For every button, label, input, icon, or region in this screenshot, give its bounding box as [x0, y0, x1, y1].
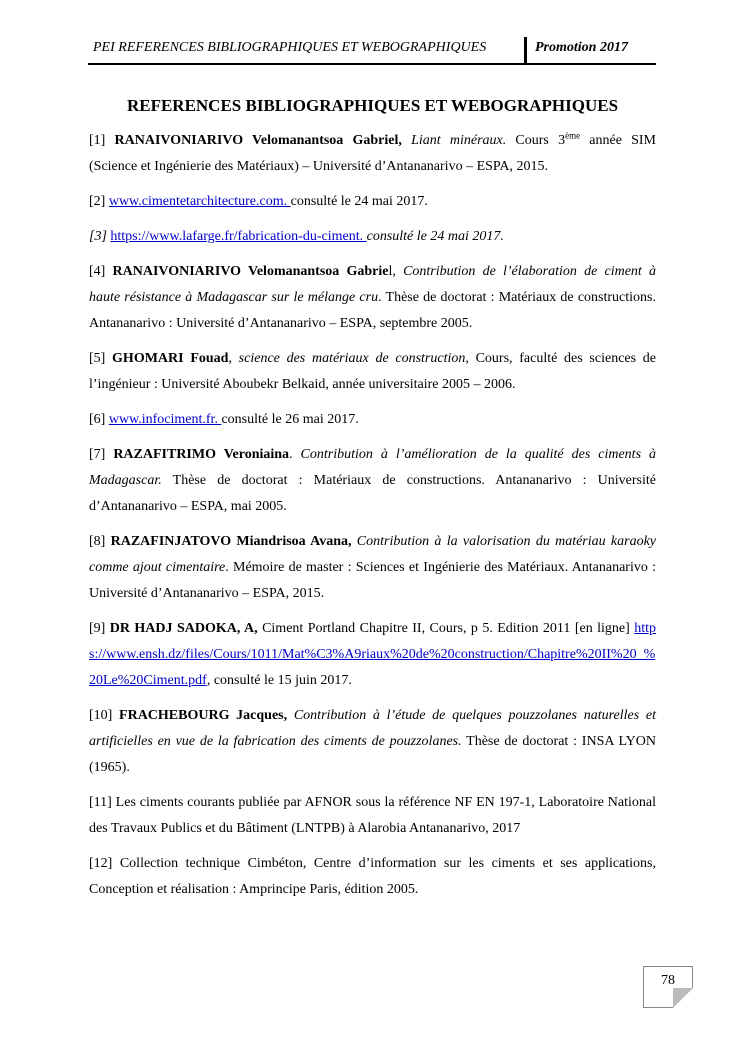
reference-author: FRACHEBOURG Jacques, [119, 708, 288, 723]
reference-7: [7] RAZAFITRIMO Veroniaina. Contribution à l’amélioration de la qualité des ciments à Madagascar. Thèse de doctorat : Matériaux de constructions. Antananarivo : Université d’Antananarivo – ESPA, mai 2005. [89, 447, 656, 514]
page-curl-icon [673, 988, 693, 1008]
reference-text: Les ciments courants publiée par AFNOR sous la référence NF EN 197-1, Laboratoire National des Travaux Publics et du Bâtiment (LNTPB) à Alarobia Antananarivo, 2017 [89, 795, 657, 836]
reference-work: Liant minéraux. [411, 133, 507, 148]
reference-link[interactable]: www.cimentetarchitecture.com. [108, 194, 291, 209]
page-title: REFERENCES BIBLIOGRAPHIQUES ET WEBOGRAPHIQUES [126, 96, 619, 115]
reference-2: [2] www.cimentetarchitecture.com. consulté le 24 mai 2017. [89, 194, 428, 209]
page-header [88, 37, 656, 65]
reference-author: GHOMARI Fouad [112, 351, 229, 366]
header-title: PEI REFERENCES BIBLIOGRAPHIQUES ET WEBOGRAPHIQUES [93, 40, 487, 55]
reference-author: RAZAFINJATOVO Miandrisoa Avana, [110, 534, 352, 549]
reference-11: [11] Les ciments courants publiée par AFNOR sous la référence NF EN 197-1, Laboratoire National des Travaux Publics et du Bâtiment (LNTPB) à Alarobia Antananarivo, 2017 [89, 795, 657, 836]
reference-9: [9] DR HADJ SADOKA, A, Ciment Portland Chapitre II, Cours, p 5. Edition 2011 [en ligne] https://www.ensh.dz/files/Cours/1011/Mat%C3%A9riaux%20de%20construction/Chapitre%20II%20_%20Le%20Ciment.pdf, consulté le 15 juin 2017. [89, 621, 656, 688]
reference-link[interactable]: https://www.lafarge.fr/fabrication-du-ciment. [110, 229, 367, 244]
header-separator [524, 37, 527, 64]
reference-work: Contribution à l’étude de quelques pouzzolanes naturelles et artificielles en vue de la fabrication des ciments de pouzzolanes. [89, 708, 656, 749]
page-number-box [643, 966, 693, 1008]
reference-author: DR HADJ SADOKA, A, [109, 621, 258, 636]
reference-12: [12] Collection technique Cimbéton, Centre d’information sur les ciments et ses applications, Conception et réalisation : Amprincipe Paris, édition 2005. [89, 856, 656, 897]
reference-work: Contribution à la valorisation du matériau karaoky comme ajout cimentaire [89, 534, 657, 575]
reference-8: [8] RAZAFINJATOVO Miandrisoa Avana, Contribution à la valorisation du matériau karaoky comme ajout cimentaire. Mémoire de master : Sciences et Ingénierie des Matériaux. Antananarivo : Université d’Antananarivo – ESPA, 2015. [89, 534, 657, 601]
reference-1: [1] RANAIVONIARIVO Velomanantsoa Gabriel, Liant minéraux. Cours 3ème année SIM (Science et Ingénierie des Matériaux) – Université d’Antananarivo – ESPA, 2015. [89, 130, 657, 174]
reference-3: [3] https://www.lafarge.fr/fabrication-du-ciment. consulté le 24 mai 2017. [89, 229, 504, 244]
reference-5: [5] GHOMARI Fouad, science des matériaux de construction, Cours, faculté des sciences de l’ingénieur : Université Aboubekr Belkaid, année universitaire 2005 – 2006. [89, 351, 657, 392]
reference-10: [10] FRACHEBOURG Jacques, Contribution à l’étude de quelques pouzzolanes naturelles et artificielles en vue de la fabrication des ciments de pouzzolanes. Thèse de doctorat : INSA LYON (1965). [89, 708, 656, 775]
reference-4: [4] RANAIVONIARIVO Velomanantsoa Gabriel, Contribution de l’élaboration de ciment à haute résistance à Madagascar sur le mélange cru. Thèse de doctorat : Matériaux de constructions. Antananarivo : Université d’Antananarivo – ESPA, septembre 2005. [89, 264, 656, 331]
reference-work: science des matériaux de construction [238, 351, 466, 366]
reference-list [89, 128, 656, 912]
page-number: 78 [661, 973, 675, 988]
header-promotion: Promotion 2017 [535, 40, 628, 55]
reference-6: [6] www.infociment.fr. consulté le 26 mai 2017. [89, 412, 359, 427]
reference-work: Contribution à l’amélioration de la qualité des ciments à Madagascar. [89, 447, 656, 488]
reference-work: Contribution de l’élaboration de ciment à haute résistance à Madagascar sur le mélange cru [89, 264, 656, 305]
reference-author: RANAIVONIARIVO Velomanantsoa Gabrie [112, 264, 389, 279]
reference-link[interactable]: https://www.ensh.dz/files/Cours/1011/Mat%C3%A9riaux%20de%20construction/Chapitre%20II%20_%20Le%20Ciment.pdf [89, 621, 656, 688]
reference-text: Collection technique Cimbéton, Centre d’information sur les ciments et ses applications, Conception et réalisation : Amprincipe Paris, édition 2005. [89, 856, 656, 897]
reference-link[interactable]: www.infociment.fr. [108, 412, 222, 427]
reference-author: RANAIVONIARIVO Velomanantsoa Gabriel, [114, 133, 402, 148]
reference-author: RAZAFITRIMO Veroniaina [113, 447, 290, 462]
